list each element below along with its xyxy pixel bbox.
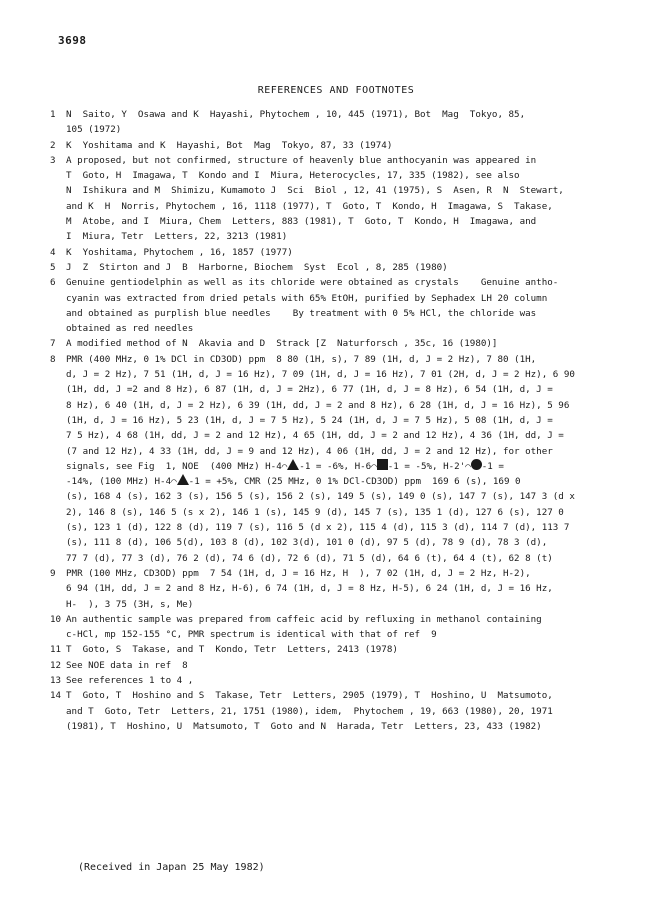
reference-number: 7	[50, 338, 56, 350]
reference-14	[50, 688, 610, 734]
reference-line: T Goto, S Takase, and T Kondo, Tetr Letters, 2413 (1978)	[66, 644, 398, 656]
noe-text: -1 = -5%, H-2'	[387, 460, 466, 472]
noe-line	[66, 474, 610, 489]
reference-line: (s), 111 8 (d), 106 5(d), 103 8 (d), 102 3(d), 101 0 (d), 97 5 (d), 78 9 (d), 78 3 (d),	[66, 537, 548, 549]
reference-number: 10	[50, 613, 62, 625]
reference-number: 6	[50, 277, 56, 289]
circle-icon	[471, 459, 482, 470]
reference-line: An authentic sample was prepared from caffeic acid by refluxing in methanol containing	[66, 613, 542, 625]
reference-number: 11	[50, 644, 62, 656]
reference-line: M Atobe, and I Miura, Chem Letters, 883 (1981), T Goto, T Kondo, H Imagawa, and	[66, 216, 537, 228]
reference-4	[50, 245, 610, 260]
reference-number: 5	[50, 261, 56, 273]
reference-number: 12	[50, 659, 62, 671]
reference-13	[50, 673, 610, 688]
reference-line: See references 1 to 4 ,	[66, 674, 194, 686]
received-date: (Received in Japan 25 May 1982)	[78, 862, 265, 873]
reference-line: (1H, dd, J =2 and 8 Hz), 6 87 (1H, d, J = 2Hz), 6 77 (1H, d, J = 8 Hz), 6 54 (1H, d, J =	[66, 384, 553, 396]
reference-line: 77 7 (d), 77 3 (d), 76 2 (d), 74 6 (d), 72 6 (d), 71 5 (d), 64 6 (t), 64 4 (t), 62 8 (t)	[66, 552, 553, 564]
reference-line: PMR (100 MHz, CD3OD) ppm 7 54 (1H, d, J = 16 Hz, H ), 7 02 (1H, d, J = 2 Hz, H-2),	[66, 567, 531, 579]
reference-line: H- ), 3 75 (3H, s, Me)	[66, 598, 194, 610]
reference-7	[50, 336, 610, 351]
square-icon	[377, 459, 388, 470]
reference-line: 2), 146 8 (s), 146 5 (s x 2), 146 1 (s), 145 9 (d), 145 7 (s), 135 1 (d), 127 6 (s), 127 0	[66, 506, 564, 518]
reference-line: T Goto, H Imagawa, T Kondo and I Miura, Heterocycles, 17, 335 (1982), see also	[66, 170, 520, 182]
noe-text: -1 = +5%, CMR (25 MHz, 0 1% DCl-CD3OD) ppm 169 6 (s), 169 0	[188, 476, 521, 488]
reference-2	[50, 138, 610, 153]
reference-line: A modified method of N Akavia and D Strack [Z Naturforsch , 35c, 16 (1980)]	[66, 338, 498, 350]
reference-line: Genuine gentiodelphin as well as its chloride were obtained as crystals Genuine antho-	[66, 277, 559, 289]
reference-line: 105 (1972)	[66, 124, 122, 136]
reference-number: 2	[50, 139, 56, 151]
reference-8	[50, 352, 610, 566]
page-number: 3698	[58, 34, 87, 47]
arrow-icon: ⌒	[171, 476, 177, 488]
reference-list	[50, 107, 610, 734]
reference-number: 9	[50, 567, 56, 579]
arrow-icon: ⌒	[281, 460, 288, 472]
reference-line: (1981), T Hoshino, U Matsumoto, T Goto and N Harada, Tetr Letters, 23, 433 (1982)	[66, 720, 542, 732]
reference-6	[50, 275, 610, 336]
reference-line: See NOE data in ref 8	[66, 659, 188, 671]
reference-line: cyanin was extracted from dried petals with 65% EtOH, purified by Sephadex LH 20 column	[66, 292, 548, 304]
reference-line: obtained as red needles	[66, 323, 194, 335]
triangle-icon	[177, 474, 189, 485]
reference-line: N Ishikura and M Shimizu, Kumamoto J Sci Biol , 12, 41 (1975), S Asen, R N Stewart,	[66, 185, 564, 197]
reference-number: 4	[50, 246, 56, 258]
reference-line: K Yoshitama, Phytochem , 16, 1857 (1977)	[66, 246, 293, 258]
reference-line: I Miura, Tetr Letters, 22, 3213 (1981)	[66, 231, 288, 243]
reference-line: (s), 168 4 (s), 162 3 (s), 156 5 (s), 156 2 (s), 149 5 (s), 149 0 (s), 147 7 (s), 147 3 (d x	[66, 491, 575, 503]
triangle-icon	[287, 459, 299, 470]
reference-line: T Goto, T Hoshino and S Takase, Tetr Letters, 2905 (1979), T Hoshino, U Matsumoto,	[66, 690, 553, 702]
reference-number: 3	[50, 154, 56, 166]
reference-line: 7 5 Hz), 4 68 (1H, dd, J = 2 and 12 Hz), 4 65 (1H, dd, J = 2 and 12 Hz), 4 36 (1H, dd, J =	[66, 430, 564, 442]
reference-number: 13	[50, 674, 62, 686]
reference-line: and T Goto, Tetr Letters, 21, 1751 (1980), idem, Phytochem , 19, 663 (1980), 20, 1971	[66, 705, 553, 717]
reference-line: (1H, d, J = 16 Hz), 5 23 (1H, d, J = 7 5 Hz), 5 24 (1H, d, J = 7 5 Hz), 5 08 (1H, d, J =	[66, 414, 553, 426]
reference-line: and obtained as purplish blue needles By treatment with 0 5% HCl, the chloride was	[66, 307, 537, 319]
reference-number: 1	[50, 109, 56, 120]
reference-11	[50, 642, 610, 657]
reference-10	[50, 612, 610, 643]
section-heading: REFERENCES AND FOOTNOTES	[257, 85, 415, 96]
reference-line: (7 and 12 Hz), 4 33 (1H, dd, J = 9 and 12 Hz), 4 06 (1H, dd, J = 2 and 12 Hz), for other	[66, 445, 553, 457]
reference-3	[50, 153, 610, 245]
reference-line: K Yoshitama and K Hayashi, Bot Mag Tokyo, 87, 33 (1974)	[66, 139, 393, 151]
reference-number: 14	[50, 690, 62, 702]
arrow-icon: ⌒	[371, 460, 377, 472]
reference-line: J Z Stirton and J B Harborne, Biochem Syst Ecol , 8, 285 (1980)	[66, 261, 448, 273]
noe-text: signals, see Fig 1, NOE (400 MHz) H-4	[66, 460, 282, 472]
noe-text: -1 = -6%, H-6	[299, 460, 372, 472]
noe-line	[66, 459, 610, 474]
reference-number: 8	[50, 353, 56, 365]
reference-1	[50, 107, 610, 138]
noe-text: -14%, (100 MHz) H-4	[66, 476, 172, 488]
reference-9	[50, 566, 610, 612]
reference-5	[50, 260, 610, 275]
reference-line: (s), 123 1 (d), 122 8 (d), 119 7 (s), 116 5 (d x 2), 115 4 (d), 115 3 (d), 114 7 (d), 113 7	[66, 522, 570, 534]
reference-line: d, J = 2 Hz), 7 51 (1H, d, J = 16 Hz), 7 09 (1H, d, J = 16 Hz), 7 01 (2H, d, J = 2 Hz), 6 90	[66, 369, 575, 381]
reference-line: PMR (400 MHz, 0 1% DCl in CD3OD) ppm 8 80 (1H, s), 7 89 (1H, d, J = 2 Hz), 7 80 (1H,	[66, 353, 537, 365]
arrow-icon: ⌒	[465, 460, 471, 472]
reference-line: and K H Norris, Phytochem , 16, 1118 (1977), T Goto, T Kondo, H Imagawa, S Takase,	[66, 200, 553, 212]
reference-line: N Saito, Y Osawa and K Hayashi, Phytochem , 10, 445 (1971), Bot Mag Tokyo, 85,	[66, 109, 526, 120]
noe-text: -1 =	[481, 460, 504, 472]
reference-12	[50, 658, 610, 673]
reference-line: c-HCl, mp 152-155 °C, PMR spectrum is identical with that of ref 9	[66, 629, 437, 641]
reference-line: 6 94 (1H, dd, J = 2 and 8 Hz, H-6), 6 74 (1H, d, J = 8 Hz, H-5), 6 24 (1H, d, J = 16 Hz,	[66, 583, 553, 595]
reference-line: A proposed, but not confirmed, structure of heavenly blue anthocyanin was appeared in	[66, 154, 537, 166]
reference-line: 8 Hz), 6 40 (1H, d, J = 2 Hz), 6 39 (1H, dd, J = 2 and 8 Hz), 6 28 (1H, d, J = 16 Hz), 5 96	[66, 399, 570, 411]
